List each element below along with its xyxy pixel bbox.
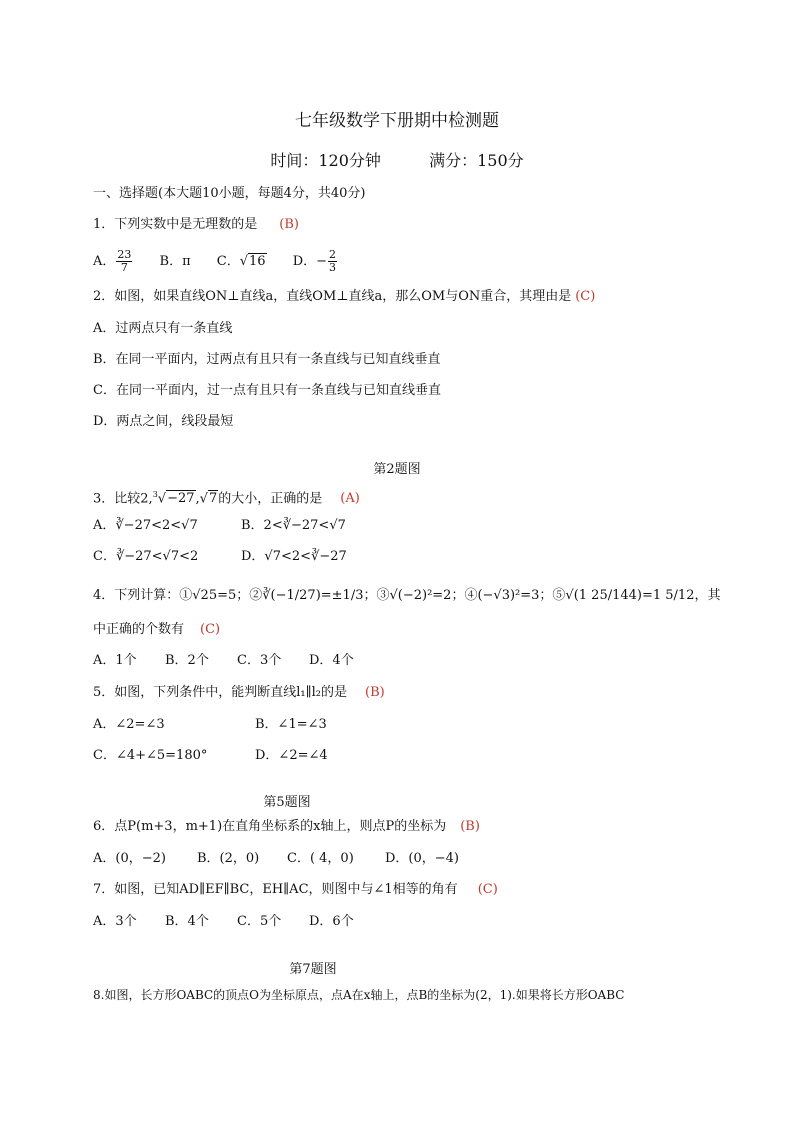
question-2: 2．如图，如果直线ON⊥直线a，直线OM⊥直线a，那么OM与ON重合，其理由是 (C) (93, 289, 596, 304)
question-5-options-ab: A．∠2=∠3 B．∠1=∠3 (93, 717, 327, 732)
question-6: 6．点P(m+3，m+1)在直角坐标系的x轴上，则点P的坐标为 (B) (93, 819, 480, 834)
full-score: 满分：150分 (429, 151, 524, 170)
q2-option-c: C．在同一平面内，过一点有且只有一条直线与已知直线垂直 (93, 383, 441, 398)
question-1-options: A． $\frac{23}{7}$ B．π C．√16 D．− $\frac{2}{3}$ (93, 248, 337, 274)
question-5-options-cd: C．∠4+∠5=180° D．∠2=∠4 (93, 748, 328, 763)
question-4-options: A．1个 B．2个 C．3个 D．4个 (93, 653, 354, 668)
question-3-options-cd: C．∛−27<√7<2 D．√7<2<∛−27 (93, 549, 347, 564)
question-6-options: A．(0，−2) B．(2，0) C．( 4，0) D．(0，−4) (93, 851, 460, 866)
figure-caption-2: 第2题图 (373, 462, 421, 477)
answer-6: (B) (460, 819, 480, 834)
answer-1: (B) (279, 217, 299, 232)
answer-5: (B) (365, 685, 385, 700)
page-title: 七年级数学下册期中检测题 (295, 111, 499, 131)
answer-4: (C) (200, 622, 221, 637)
question-5: 5．如图，下列条件中，能判断直线l₁∥l₂的是 (B) (93, 685, 385, 700)
exam-info (0, 148, 794, 171)
question-4-cont: 中正确的个数有 (C) (93, 622, 221, 637)
answer-2: (C) (575, 289, 596, 304)
figure-caption-5: 第5题图 (263, 795, 311, 810)
figure-caption-7: 第7题图 (289, 962, 337, 977)
question-4: 4．下列计算：①√25=5；②∛(−1/27)=±1/3；③√(−2)²=2；④(−√3)²=3；⑤√(1 25/144)=1 5/12，其 (93, 588, 721, 603)
answer-7: (C) (477, 882, 498, 897)
section-heading: 一、选择题(本大题10小题，每题4分，共40分) (93, 186, 366, 201)
question-3-options-ab: A．∛−27<2<√7 B．2<∛−27<√7 (93, 518, 346, 533)
question-8: 8.如图，长方形OABC的顶点O为坐标原点，点A在x轴上，点B的坐标为(2，1).如果将长方形OABC (93, 988, 625, 1002)
question-7-options: A．3个 B．4个 C．5个 D．6个 (93, 914, 354, 929)
time-limit: 时间：120分钟 (270, 151, 381, 170)
q2-option-d: D．两点之间，线段最短 (93, 414, 234, 429)
answer-3: (A) (340, 491, 360, 507)
question-3: 3．比较2,$^3$√−27,√7的大小，正确的是 (A) (93, 490, 360, 507)
q2-option-a: A．过两点只有一条直线 (93, 321, 233, 336)
question-1: 1．下列实数中是无理数的是 (B) (93, 217, 299, 232)
q2-option-b: B．在同一平面内，过两点有且只有一条直线与已知直线垂直 (93, 352, 441, 367)
question-7: 7．如图，已知AD∥EF∥BC，EH∥AC，则图中与∠1相等的角有 (C) (93, 882, 498, 897)
